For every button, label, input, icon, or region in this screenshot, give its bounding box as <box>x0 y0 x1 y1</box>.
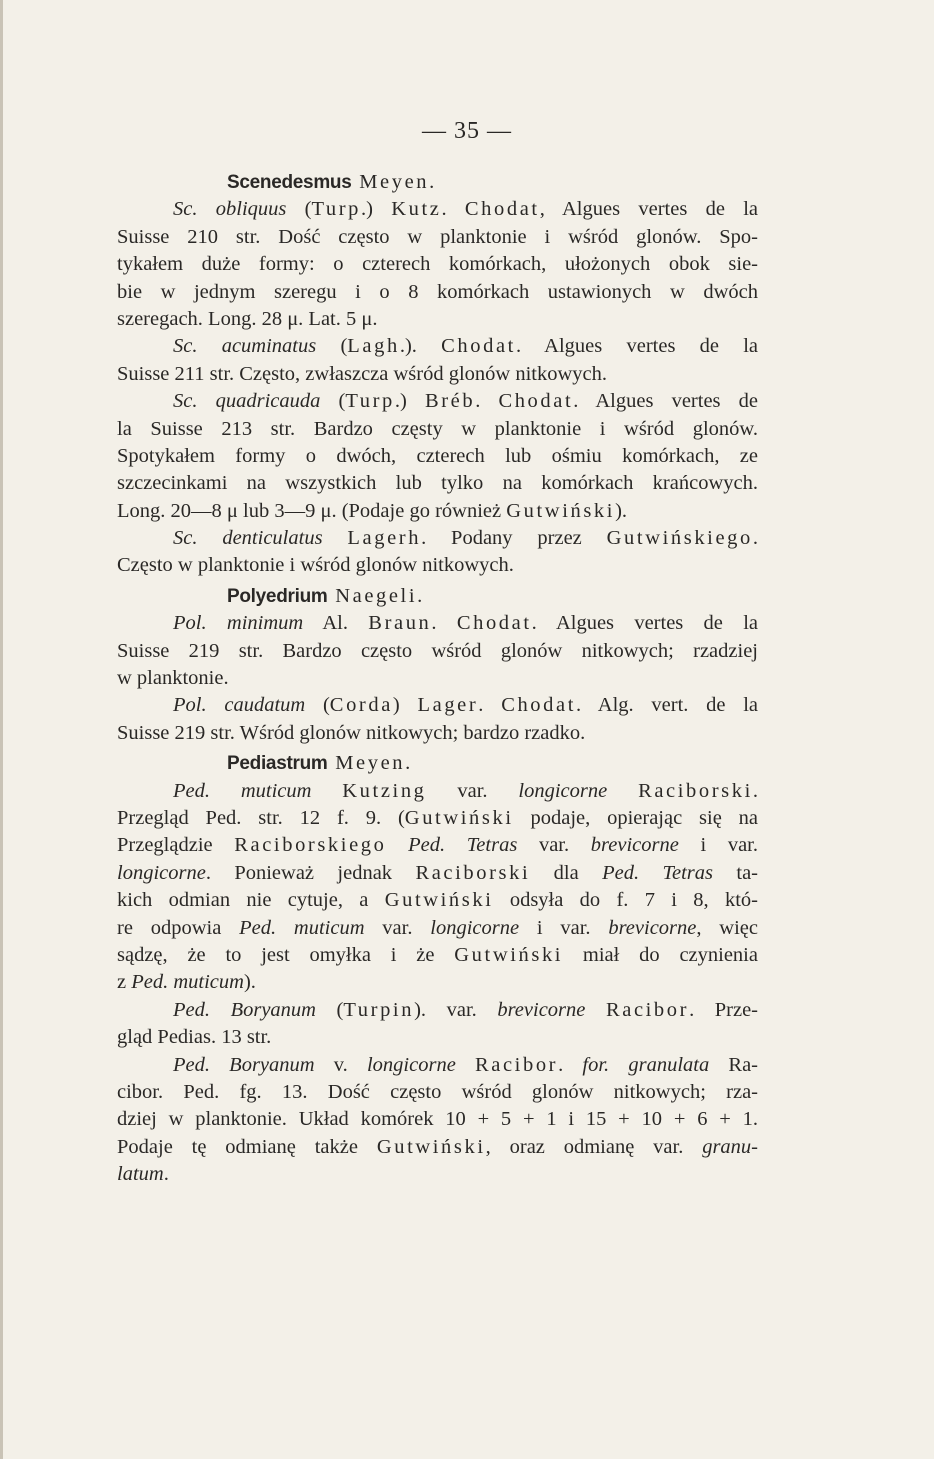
genus-author: Meyen. <box>351 171 437 193</box>
text-line: szeregach. Long. 28 μ. Lat. 5 μ. <box>117 307 378 330</box>
genus-heading <box>117 583 758 610</box>
genus-heading <box>117 750 758 777</box>
genus-name: Scenedesmus <box>227 172 352 193</box>
text-line: re odpowia Ped. muticum var. longicorne i var. brevicorne, więc <box>117 916 758 939</box>
text-line: tykałem duże formy: o czterech komórkach, ułożonych obok sie- <box>117 253 758 276</box>
text-line: szczecinkami na wszystkich lub tylko na komórkach krańcowych. <box>117 472 758 495</box>
text-line: dziej w planktonie. Układ komórek 10 + 5 + 1 i 15 + 10 + 6 + 1. <box>117 1108 758 1131</box>
text-line: Suisse 219 str. Wśród glonów nitkowych; bardzo rzadko. <box>117 721 586 744</box>
text-line: la Suisse 213 str. Bardzo częsty w planktonie i wśród glonów. <box>117 417 758 440</box>
text-line: z Ped. muticum). <box>117 971 256 994</box>
text-line: Pol. caudatum (Corda) Lager. Chodat. Alg. vert. de la <box>173 694 759 717</box>
text-line: sądzę, że to jest omyłka i że Gutwiński miał do czynienia <box>117 943 758 966</box>
text-line: Sc. acuminatus (Lagh.). Chodat. Algues vertes de la <box>173 335 759 358</box>
text-line: Przegląd Ped. str. 12 f. 9. (Gutwiński podaje, opierając się na <box>117 806 758 829</box>
text-line: Pol. minimum Al. Braun. Chodat. Algues vertes de la <box>173 612 758 635</box>
text-line: latum. <box>117 1163 169 1186</box>
text-line: Suisse 210 str. Dość często w planktonie i wśród glonów. Spo- <box>117 225 758 248</box>
text-line: cibor. Ped. fg. 13. Dość często wśród glonów nitkowych; rza- <box>117 1080 758 1103</box>
text-line: Ped. Boryanum v. longicorne Racibor. for. granulata Ra- <box>173 1053 759 1076</box>
page-number: — 35 — <box>422 118 512 144</box>
genus-author: Meyen. <box>327 752 413 775</box>
text-line: Long. 20—8 μ lub 3—9 μ. (Podaje go również Gutwiński). <box>117 499 628 522</box>
page-edge <box>0 0 3 1459</box>
text-line: Sc. obliquus (Turp.) Kutz. Chodat, Algues vertes de la <box>173 198 759 221</box>
text-line: Sc. denticulatus Lagerh. Podany przez Gutwińskiego. <box>173 527 758 550</box>
text-line: kich odmian nie cytuje, a Gutwiński odsyła do f. 7 i 8, któ- <box>117 889 758 912</box>
text-line: Podaje tę odmianę także Gutwiński, oraz odmianę var. granu- <box>117 1135 758 1158</box>
text-line: Suisse 219 str. Bardzo często wśród glonów nitkowych; rzadziej <box>117 639 758 662</box>
text-line: longicorne. Ponieważ jednak Raciborski dla Ped. Tetras ta- <box>117 861 759 884</box>
text-line: Spotykałem formy o dwóch, czterech lub ośmiu komórkach, ze <box>117 444 758 467</box>
text-line: Często w planktonie i wśród glonów nitkowych. <box>117 554 514 577</box>
text-line: gląd Pedias. 13 str. <box>117 1026 272 1049</box>
text-line: w planktonie. <box>117 667 229 690</box>
genus-name: Pediastrum <box>227 753 328 775</box>
genus-name: Polyedrium <box>227 585 328 607</box>
text-line: Ped. Boryanum (Turpin). var. brevicorne Racibor. Prze- <box>173 998 759 1021</box>
text-line: Przeglądzie Raciborskiego Ped. Tetras var. brevicorne i var. <box>117 834 758 857</box>
text-line: Suisse 211 str. Często, zwłaszcza wśród glonów nitkowych. <box>117 362 608 385</box>
genus-heading <box>117 169 758 196</box>
genus-author: Naegeli. <box>327 584 425 607</box>
text-line: Sc. quadricauda (Turp.) Bréb. Chodat. Algues vertes de <box>173 390 759 413</box>
document-body <box>117 166 758 1188</box>
text-line: Ped. muticum Kutzing var. longicorne Raciborski. <box>173 779 759 802</box>
text-line: bie w jednym szeregu i o 8 komórkach ustawionych w dwóch <box>117 280 758 303</box>
